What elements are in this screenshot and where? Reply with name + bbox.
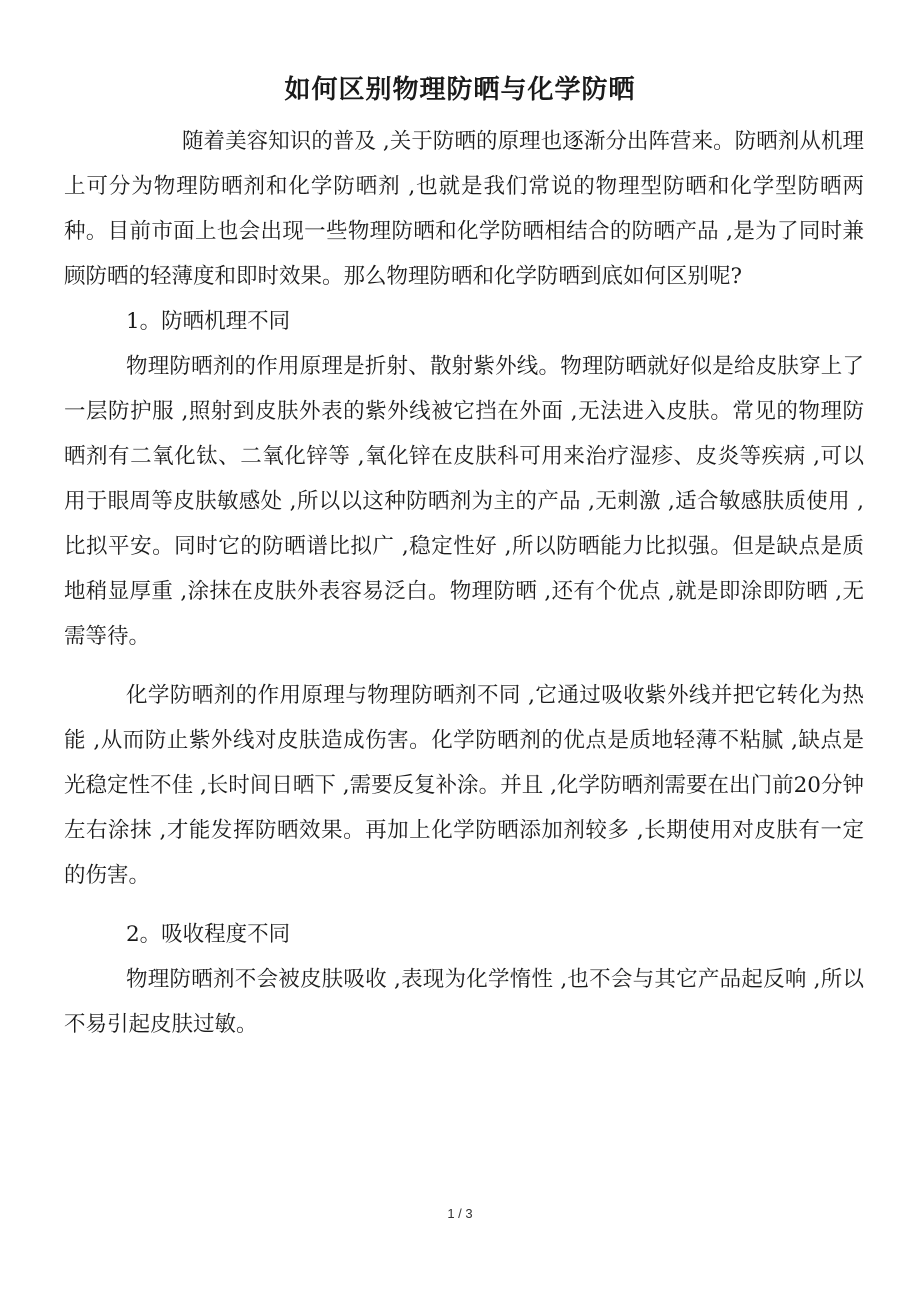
paragraph-absorption: 物理防晒剂不会被皮肤吸收 ,表现为化学惰性 ,也不会与其它产品起反响 ,所以不易引起皮肤过敏。 [64,967,864,1037]
page-number: 1 / 3 [447,1206,473,1221]
paragraph-physical-sunscreen: 物理防晒剂的作用原理是折射、散射紫外线。物理防晒就好似是给皮肤穿上了一层防护服 ,照射到皮肤外表的紫外线被它挡在外面 ,无法进入皮肤。常见的物理防晒剂有二氧化钛、二氧化锌等 ,氧化锌在皮肤科可用来治疗湿疹、皮炎等疾病 ,可以用于眼周等皮肤敏感处 ,所以以这种防晒剂为主的产品 ,无刺激 ,适合敏感肤质使用 ,比拟平安。同时它的防晒谱比拟广 ,稳定性好 ,所以防晒能力比拟强。但是缺点是质地稍显厚重 ,涂抹在皮肤外表容易泛白。物理防晒 ,还有个优点 ,就是即涂即防晒 ,无需等待。 [64,354,864,649]
paragraph-chemical-sunscreen: 化学防晒剂的作用原理与物理防晒剂不同 ,它通过吸收紫外线并把它转化为热能 ,从而防止紫外线对皮肤造成伤害。化学防晒剂的优点是质地轻薄不粘腻 ,缺点是光稳定性不佳 ,长时间日晒下 ,需要反复补涂。并且 ,化学防晒剂需要在出门前20分钟左右涂抹 ,才能发挥防晒效果。再加上化学防晒添加剂较多 ,长期使用对皮肤有一定的伤害。 [64,683,864,888]
paragraph-intro: 随着美容知识的普及 ,关于防晒的原理也逐渐分出阵营来。防晒剂从机理上可分为物理防晒剂和化学防晒剂 ,也就是我们常说的物理型防晒和化学型防晒两种。目前市面上也会出现一些物理防晒和化学防晒相结合的防晒产品 ,是为了同时兼顾防晒的轻薄度和即时效果。那么物理防晒和化学防晒到底如何区别呢? [64,129,864,289]
section-heading-1: 1。防晒机理不同 [126,309,291,334]
document-body [64,119,864,1047]
document-title: 如何区别物理防晒与化学防晒 [284,75,636,105]
section-heading-2: 2。吸收程度不同 [126,922,291,947]
